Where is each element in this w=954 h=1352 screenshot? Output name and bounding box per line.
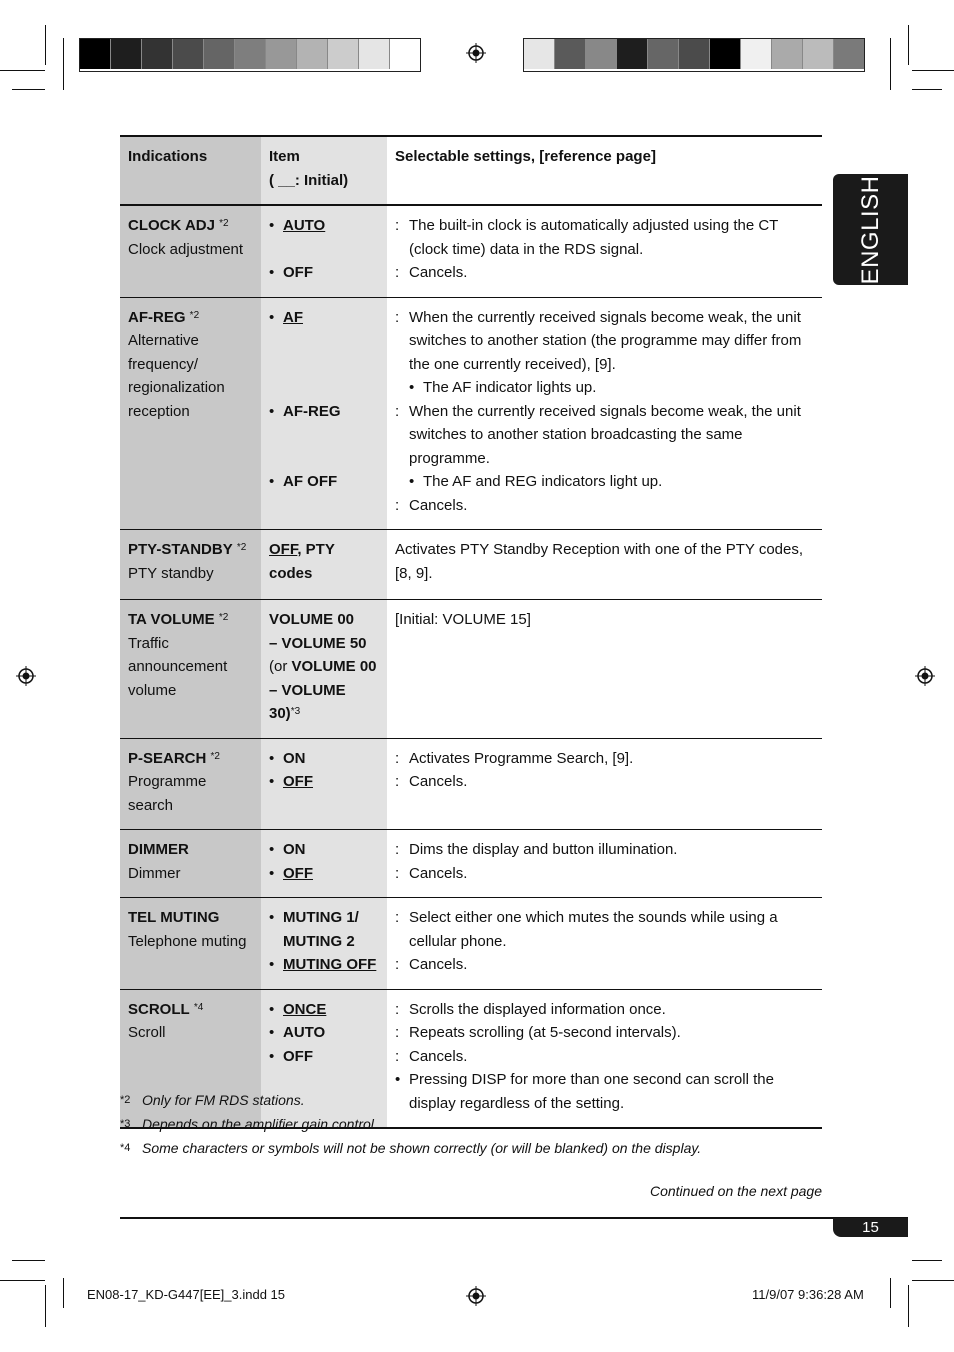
footnote-mark: *2 bbox=[236, 542, 247, 553]
crop-mark bbox=[12, 89, 45, 90]
bullet-icon: • bbox=[269, 773, 275, 790]
indication-desc: Telephone muting bbox=[128, 932, 247, 950]
registration-mark-icon bbox=[466, 43, 486, 63]
indication-name: SCROLL bbox=[128, 1000, 190, 1018]
crop-mark bbox=[0, 1280, 45, 1281]
registration-mark-icon bbox=[466, 1286, 486, 1306]
color-swatch bbox=[586, 39, 617, 69]
indication-cell bbox=[120, 898, 261, 990]
color-swatch bbox=[390, 39, 420, 69]
indication-desc: Dimmer bbox=[128, 864, 181, 882]
colon-mark: : bbox=[395, 749, 400, 767]
setting-text: When the currently received signals become weak, the unit switches to another station (the programme may differ from the one currently received), [9]. bbox=[409, 308, 802, 373]
table-row bbox=[120, 830, 822, 898]
table-row bbox=[120, 205, 822, 297]
color-swatch bbox=[679, 39, 710, 69]
crop-mark bbox=[12, 1260, 45, 1261]
footnotes bbox=[120, 1088, 701, 1160]
crop-mark bbox=[45, 25, 46, 65]
setting-text: [Initial: VOLUME 15] bbox=[395, 611, 531, 628]
color-swatch bbox=[803, 39, 834, 69]
table-row bbox=[120, 898, 822, 990]
item-option-text: OFF bbox=[283, 864, 313, 882]
item-cell bbox=[261, 738, 387, 830]
volume-line bbox=[269, 655, 379, 679]
settings-cell bbox=[387, 600, 822, 739]
crop-mark bbox=[63, 38, 64, 90]
setting-text: The AF and REG indicators light up. bbox=[423, 473, 663, 490]
table-header-row bbox=[120, 136, 822, 205]
item-option bbox=[269, 261, 379, 285]
colon-mark: : bbox=[395, 956, 400, 973]
crop-mark bbox=[45, 1285, 46, 1327]
color-swatch bbox=[741, 39, 772, 69]
color-swatch bbox=[142, 39, 173, 69]
colon-mark: : bbox=[395, 1047, 400, 1065]
colon-mark: : bbox=[395, 773, 400, 790]
setting-line bbox=[395, 494, 814, 518]
header-item-label: Item bbox=[269, 148, 300, 165]
registration-mark-icon bbox=[915, 666, 935, 686]
volume-line: VOLUME 00 bbox=[269, 611, 355, 628]
colon-mark: : bbox=[395, 264, 400, 281]
color-swatch bbox=[359, 39, 390, 69]
footnote-mark: *2 bbox=[219, 218, 229, 229]
footnote-mark: *3 bbox=[290, 706, 301, 717]
item-cell bbox=[261, 600, 387, 739]
item-option-text: AF OFF bbox=[283, 473, 338, 490]
indication-cell bbox=[120, 738, 261, 830]
setting-text: Dims the display and button illumination. bbox=[409, 841, 678, 858]
setting-line bbox=[395, 306, 814, 377]
item-option-text: AUTO bbox=[283, 217, 326, 234]
indication-cell bbox=[120, 830, 261, 898]
setting-text: When the currently received signals become weak, the unit switches to another station broadcasting the same programme. bbox=[409, 402, 801, 467]
indication-name-line bbox=[128, 306, 253, 330]
color-swatch bbox=[80, 39, 111, 69]
footnote-mark: *3 bbox=[120, 1118, 131, 1130]
item-option bbox=[269, 538, 379, 585]
settings-cell bbox=[387, 898, 822, 990]
footnote-mark: *2 bbox=[218, 612, 229, 623]
bullet-icon: • bbox=[269, 402, 275, 420]
indication-desc: PTY standby bbox=[128, 564, 214, 582]
footnote-text: Some characters or symbols will not be shown correctly (or will be blanked) on the display. bbox=[142, 1140, 702, 1156]
setting-text: Cancels. bbox=[409, 773, 468, 790]
item-option bbox=[269, 770, 379, 794]
setting-line bbox=[395, 214, 814, 261]
crop-mark bbox=[890, 38, 891, 90]
header-item bbox=[261, 136, 387, 205]
bullet-icon: • bbox=[269, 841, 275, 858]
item-option bbox=[269, 998, 379, 1022]
indication-desc: Traffic announcement volume bbox=[128, 634, 228, 699]
language-tab bbox=[833, 174, 908, 285]
header-indications: Indications bbox=[120, 136, 261, 205]
setting-text: Cancels. bbox=[409, 264, 468, 281]
bullet-icon: • bbox=[409, 379, 415, 396]
table-row bbox=[120, 738, 822, 830]
volume-or: (or bbox=[269, 658, 292, 675]
item-cell bbox=[261, 297, 387, 530]
item-option bbox=[269, 1021, 379, 1045]
color-swatch bbox=[555, 39, 586, 69]
item-option-text: OFF bbox=[283, 773, 313, 790]
footnote-text: Only for FM RDS stations. bbox=[142, 1092, 305, 1108]
bullet-icon: • bbox=[269, 956, 275, 973]
bullet-icon: • bbox=[269, 217, 275, 234]
slug-filename: EN08-17_KD-G447[EE]_3.indd 15 bbox=[87, 1287, 286, 1302]
crop-mark bbox=[912, 70, 954, 71]
indication-name: TA VOLUME bbox=[128, 611, 215, 628]
volume-value: – VOLUME 30) bbox=[269, 681, 346, 722]
indication-name: TEL MUTING bbox=[128, 909, 220, 926]
item-option bbox=[269, 400, 379, 424]
color-swatch bbox=[235, 39, 266, 69]
color-swatch bbox=[111, 39, 142, 69]
colon-mark: : bbox=[395, 217, 400, 234]
indication-cell bbox=[120, 600, 261, 739]
table-row bbox=[120, 600, 822, 739]
setting-line bbox=[395, 747, 814, 771]
color-swatch bbox=[617, 39, 648, 69]
slug-timestamp: 11/9/07 9:36:28 AM bbox=[752, 1287, 864, 1302]
colon-mark: : bbox=[395, 496, 400, 514]
setting-text: The AF indicator lights up. bbox=[423, 379, 597, 396]
registration-mark-icon bbox=[16, 666, 36, 686]
header-item-note: ( __: Initial) bbox=[269, 171, 349, 189]
color-swatch bbox=[710, 39, 741, 69]
crop-mark bbox=[908, 25, 909, 65]
table-row bbox=[120, 530, 822, 600]
indication-name: PTY-STANDBY bbox=[128, 541, 233, 558]
setting-text: Activates Programme Search, [9]. bbox=[409, 749, 634, 767]
item-option-text: AUTO bbox=[283, 1024, 326, 1041]
colon-mark: : bbox=[395, 864, 400, 882]
setting-line bbox=[395, 838, 814, 862]
item-option-text: ONCE bbox=[283, 1000, 327, 1018]
volume-line bbox=[269, 679, 379, 726]
item-option bbox=[269, 862, 379, 886]
indication-name-line bbox=[128, 838, 253, 862]
bullet-icon: • bbox=[269, 1047, 275, 1065]
table-row bbox=[120, 297, 822, 530]
colon-mark: : bbox=[395, 909, 400, 926]
color-swatch bbox=[648, 39, 679, 69]
indication-cell bbox=[120, 205, 261, 297]
setting-text: Repeats scrolling (at 5-second intervals). bbox=[409, 1024, 681, 1041]
item-option bbox=[269, 906, 379, 953]
bullet-icon: • bbox=[269, 264, 275, 281]
indication-desc: Alternative frequency/ regionalization reception bbox=[128, 332, 225, 420]
setting-line bbox=[395, 862, 814, 886]
footnote bbox=[120, 1136, 701, 1160]
color-swatch bbox=[204, 39, 235, 69]
color-strip-right bbox=[523, 38, 865, 72]
bullet-icon: • bbox=[269, 909, 275, 926]
setting-line bbox=[395, 770, 814, 794]
item-option bbox=[269, 306, 379, 330]
volume-line: – VOLUME 50 bbox=[269, 634, 367, 652]
item-option-text: ON bbox=[283, 841, 306, 858]
volume-value: VOLUME 00 bbox=[291, 658, 377, 675]
item-option-text: OFF bbox=[283, 264, 313, 281]
bullet-icon: • bbox=[269, 1000, 275, 1018]
indication-cell bbox=[120, 297, 261, 530]
indication-name: CLOCK ADJ bbox=[128, 217, 215, 234]
settings-cell bbox=[387, 205, 822, 297]
indication-desc: Clock adjustment bbox=[128, 240, 244, 258]
indication-name-line bbox=[128, 998, 253, 1022]
setting-text: Scrolls the displayed information once. bbox=[409, 1000, 666, 1018]
crop-mark bbox=[890, 1278, 891, 1308]
crop-mark bbox=[912, 1280, 954, 1281]
bullet-icon: • bbox=[409, 473, 415, 490]
setting-text: Select either one which mutes the sounds while using a cellular phone. bbox=[409, 909, 778, 950]
setting-line bbox=[395, 998, 814, 1022]
bullet-icon: • bbox=[395, 1071, 401, 1088]
setting-line bbox=[395, 1021, 814, 1045]
setting-line bbox=[395, 1045, 814, 1069]
crop-mark bbox=[912, 89, 942, 90]
crop-mark bbox=[0, 70, 45, 71]
footnote-text: Depends on the amplifier gain control. bbox=[142, 1116, 378, 1132]
setting-text: Cancels. bbox=[409, 496, 468, 514]
indication-name-line bbox=[128, 747, 253, 771]
indication-name: P-SEARCH bbox=[128, 749, 207, 767]
item-option-text: ON bbox=[283, 749, 306, 767]
indication-cell bbox=[120, 530, 261, 600]
item-option-text: AF-REG bbox=[283, 402, 341, 420]
continued-note: Continued on the next page bbox=[649, 1183, 822, 1199]
settings-table bbox=[120, 135, 822, 1129]
color-swatch bbox=[266, 39, 297, 69]
indication-name-line bbox=[128, 538, 253, 562]
setting-line bbox=[395, 906, 814, 953]
setting-subnote bbox=[395, 376, 814, 400]
color-swatch bbox=[834, 39, 864, 69]
footnote bbox=[120, 1112, 701, 1136]
item-cell bbox=[261, 205, 387, 297]
bottom-rule bbox=[120, 1217, 908, 1219]
page-number: 15 bbox=[833, 1218, 908, 1237]
setting-text: Cancels. bbox=[409, 956, 468, 973]
setting-line bbox=[395, 261, 814, 285]
item-option-rest: , PTY codes bbox=[269, 541, 335, 582]
color-swatch bbox=[297, 39, 328, 69]
settings-cell bbox=[387, 830, 822, 898]
item-option-text: OFF bbox=[283, 1047, 313, 1065]
setting-text: Pressing DISP for more than one second can scroll the display regardless of the setting. bbox=[409, 1071, 774, 1112]
setting-text: Cancels. bbox=[409, 1047, 468, 1065]
setting-text: The built-in clock is automatically adjusted using the CT (clock time) data in the RDS signal. bbox=[409, 217, 779, 258]
setting-subnote bbox=[395, 470, 814, 494]
settings-cell bbox=[387, 297, 822, 530]
item-option bbox=[269, 1045, 379, 1069]
colon-mark: : bbox=[395, 402, 400, 420]
indication-name-line bbox=[128, 906, 253, 930]
footnote-mark: *2 bbox=[189, 309, 200, 321]
item-option-text: MUTING OFF bbox=[283, 956, 377, 973]
colon-mark: : bbox=[395, 308, 400, 326]
item-option-initial: OFF bbox=[269, 541, 298, 558]
crop-mark bbox=[908, 1285, 909, 1327]
color-swatch bbox=[524, 39, 555, 69]
header-settings: Selectable settings, [reference page] bbox=[387, 136, 822, 205]
item-option-text: MUTING 1/ MUTING 2 bbox=[283, 909, 359, 950]
item-option bbox=[269, 747, 379, 771]
item-option bbox=[269, 214, 379, 238]
indication-name: DIMMER bbox=[128, 841, 189, 858]
bullet-icon: • bbox=[269, 308, 275, 326]
crop-mark bbox=[912, 1260, 942, 1261]
item-option bbox=[269, 953, 379, 977]
footnote-mark: *4 bbox=[193, 1001, 204, 1013]
bullet-icon: • bbox=[269, 864, 275, 882]
bullet-icon: • bbox=[269, 1024, 275, 1041]
footnote-mark: *4 bbox=[120, 1142, 131, 1154]
colon-mark: : bbox=[395, 841, 400, 858]
color-swatch bbox=[772, 39, 803, 69]
settings-cell bbox=[387, 530, 822, 600]
settings-cell bbox=[387, 738, 822, 830]
item-option bbox=[269, 470, 379, 494]
item-option bbox=[269, 838, 379, 862]
indication-name-line bbox=[128, 608, 253, 632]
item-cell bbox=[261, 898, 387, 990]
language-tab-label: ENGLISH bbox=[856, 175, 884, 284]
color-swatch bbox=[328, 39, 359, 69]
colon-mark: : bbox=[395, 1000, 400, 1018]
setting-line bbox=[395, 953, 814, 977]
bullet-icon: • bbox=[269, 749, 275, 767]
setting-line bbox=[395, 400, 814, 471]
color-swatch bbox=[173, 39, 204, 69]
footnote-mark: *2 bbox=[210, 750, 220, 762]
indication-desc: Scroll bbox=[128, 1024, 166, 1041]
footnote bbox=[120, 1088, 701, 1112]
item-cell bbox=[261, 830, 387, 898]
crop-mark bbox=[63, 1278, 64, 1308]
colon-mark: : bbox=[395, 1024, 400, 1041]
bullet-icon: • bbox=[269, 473, 275, 490]
indication-desc: Programme search bbox=[128, 773, 207, 814]
item-option-text: AF bbox=[283, 308, 303, 326]
item-cell bbox=[261, 530, 387, 600]
footnote-mark: *2 bbox=[120, 1094, 131, 1106]
setting-text: Cancels. bbox=[409, 864, 468, 882]
setting-text: Activates PTY Standby Reception with one of the PTY codes, [8, 9]. bbox=[395, 541, 804, 582]
indication-name: AF-REG bbox=[128, 308, 186, 326]
indication-name-line bbox=[128, 214, 253, 238]
color-strip-left bbox=[79, 38, 421, 72]
